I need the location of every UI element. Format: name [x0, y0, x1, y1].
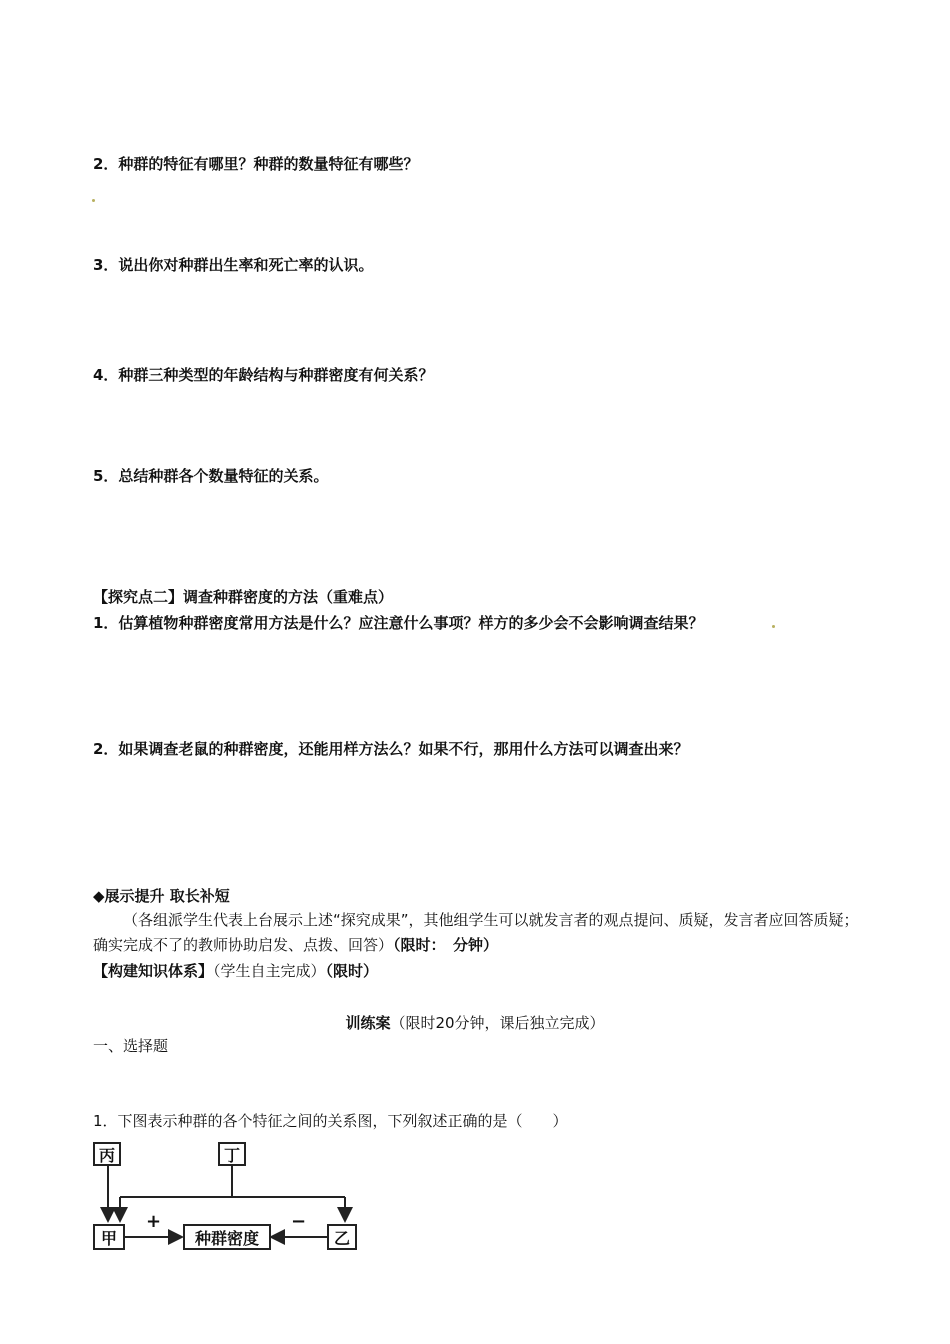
- knowledge-limit: （限时）: [325, 962, 379, 980]
- training-question-1: 1．下图表示种群的各个特征之间的关系图，下列叙述正确的是（ ）: [93, 1112, 568, 1130]
- training-title: 训练案: [345, 1014, 391, 1032]
- box-ding: 丁: [218, 1142, 246, 1166]
- section2-question-2: 2．如果调查老鼠的种群密度，还能用样方法么？如果不行，那用什么方法可以调查出来？: [93, 740, 689, 758]
- section2-heading: 【探究点二】调查种群密度的方法（重难点）: [93, 588, 394, 606]
- display-limit: （限时： 分钟）: [393, 936, 499, 954]
- training-subtitle: （限时20分钟，课后独立完成）: [390, 1014, 605, 1032]
- question-2: 2．种群的特征有哪里？种群的数量特征有哪些？: [93, 155, 419, 173]
- box-density: 种群密度: [183, 1224, 271, 1250]
- box-bing: 丙: [93, 1142, 121, 1166]
- training-section: 一、选择题: [93, 1037, 169, 1055]
- question-4: 4．种群三种类型的年龄结构与种群密度有何关系？: [93, 366, 434, 384]
- box-jia: 甲: [93, 1224, 125, 1250]
- question-5: 5．总结种群各个数量特征的关系。: [93, 467, 329, 485]
- section2-question-1: 1．估算植物种群密度常用方法是什么？应注意什么事项？样方的多少会不会影响调查结果？: [93, 614, 704, 632]
- question-3: 3．说出你对种群出生率和死亡率的认识。: [93, 256, 374, 274]
- knowledge-note: （学生自主完成）: [213, 962, 326, 980]
- box-yi: 乙: [327, 1224, 357, 1250]
- knowledge-label: 【构建知识体系】: [93, 962, 214, 980]
- display-heading: ◆展示提升 取长补短: [93, 887, 230, 905]
- minus-sign: −: [291, 1211, 307, 1232]
- display-body: （各组派学生代表上台展示上述“探究成果”，其他组学生可以就发言者的观点提问、质疑，发言者应回答质疑；确实完成不了的教师协助启发、点拨、回答）: [93, 911, 859, 954]
- plus-sign: +: [146, 1211, 162, 1232]
